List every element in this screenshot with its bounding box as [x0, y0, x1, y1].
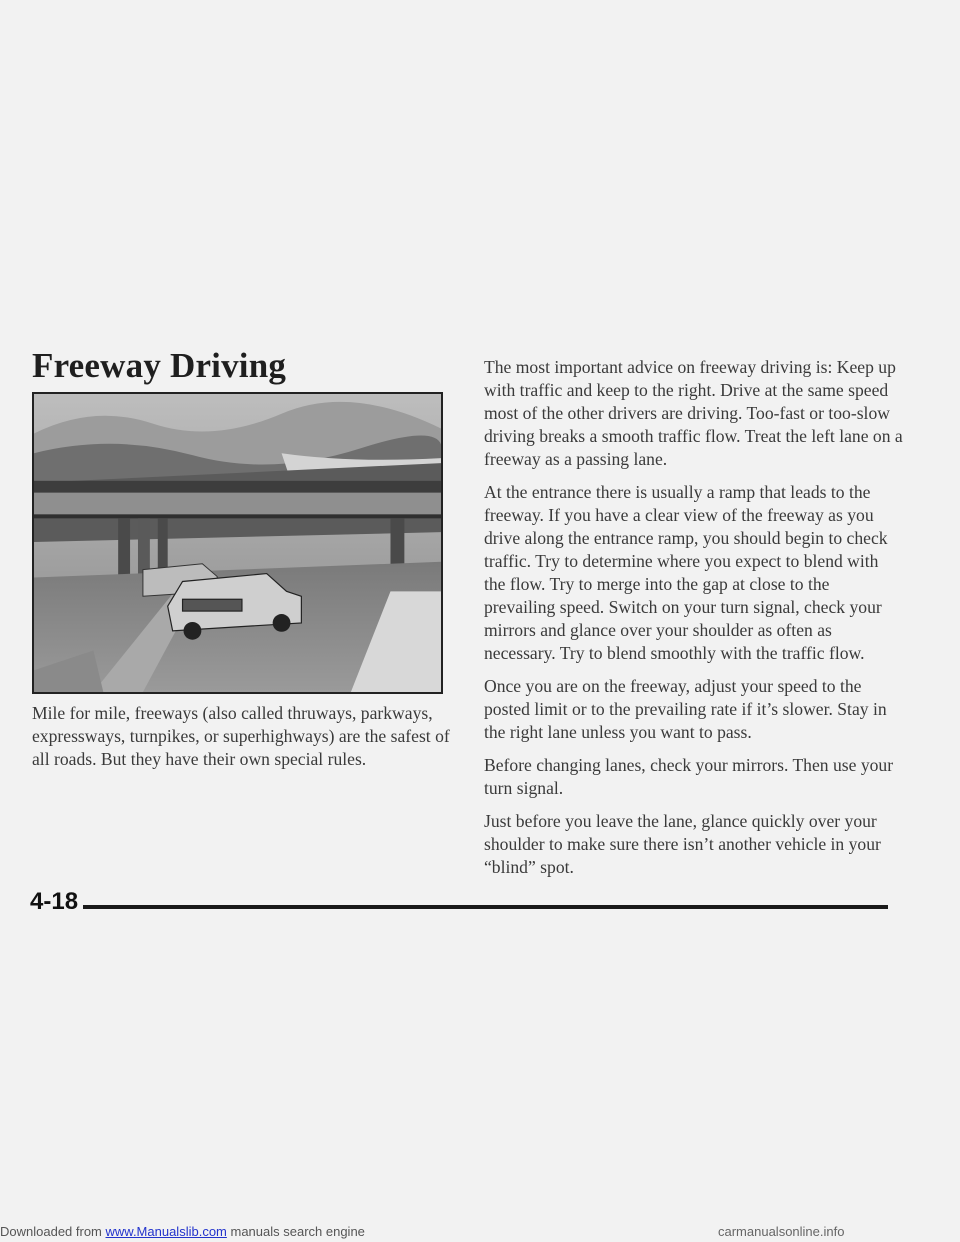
download-watermark [0, 1224, 365, 1239]
page-title: Freeway Driving [32, 346, 287, 385]
body-paragraph: Just before you leave the lane, glance quickly over your shoulder to make sure there isn’t another vehicle in your “blind” spot. [484, 811, 881, 877]
site-watermark: carmanualsonline.info [718, 1224, 845, 1239]
page-number: 4-18 [30, 888, 79, 915]
body-paragraph: The most important advice on freeway driving is: Keep up with traffic and keep to the right. Drive at the same speed most of the other drivers are driving. Too-fast or too-slow driving breaks a smooth traffic flow. Treat the left lane on a freeway as a passing lane. [484, 357, 903, 469]
freeway-illustration [32, 392, 443, 694]
footer-rule [83, 905, 888, 909]
manualslib-link[interactable]: www.Manualslib.com [105, 1224, 227, 1239]
intro-text [32, 702, 452, 781]
body-paragraph: At the entrance there is usually a ramp that leads to the freeway. If you have a clear view of the freeway as you drive along the entrance ramp, you should begin to check traffic. Try to determine where you expect to blend with the flow. Try to merge into the gap at close to the prevailing speed. Switch on your turn signal, check your mirrors and glance over your shoulder as often as necessary. Try to blend smoothly with the traffic flow. [484, 482, 888, 663]
intro-paragraph: Mile for mile, freeways (also called thruways, parkways, expressways, turnpikes, or superhighways) are the safest of all roads. But they have their own special rules. [32, 703, 450, 769]
body-text [484, 356, 904, 889]
watermark-prefix: Downloaded from [0, 1224, 106, 1239]
body-paragraph: Once you are on the freeway, adjust your speed to the posted limit or to the prevailing rate if it’s slower. Stay in the right lane unless you want to pass. [484, 676, 887, 742]
body-paragraph: Before changing lanes, check your mirrors. Then use your turn signal. [484, 755, 894, 798]
freeway-scene-image [34, 394, 441, 692]
watermark-suffix: manuals search engine [226, 1224, 365, 1239]
